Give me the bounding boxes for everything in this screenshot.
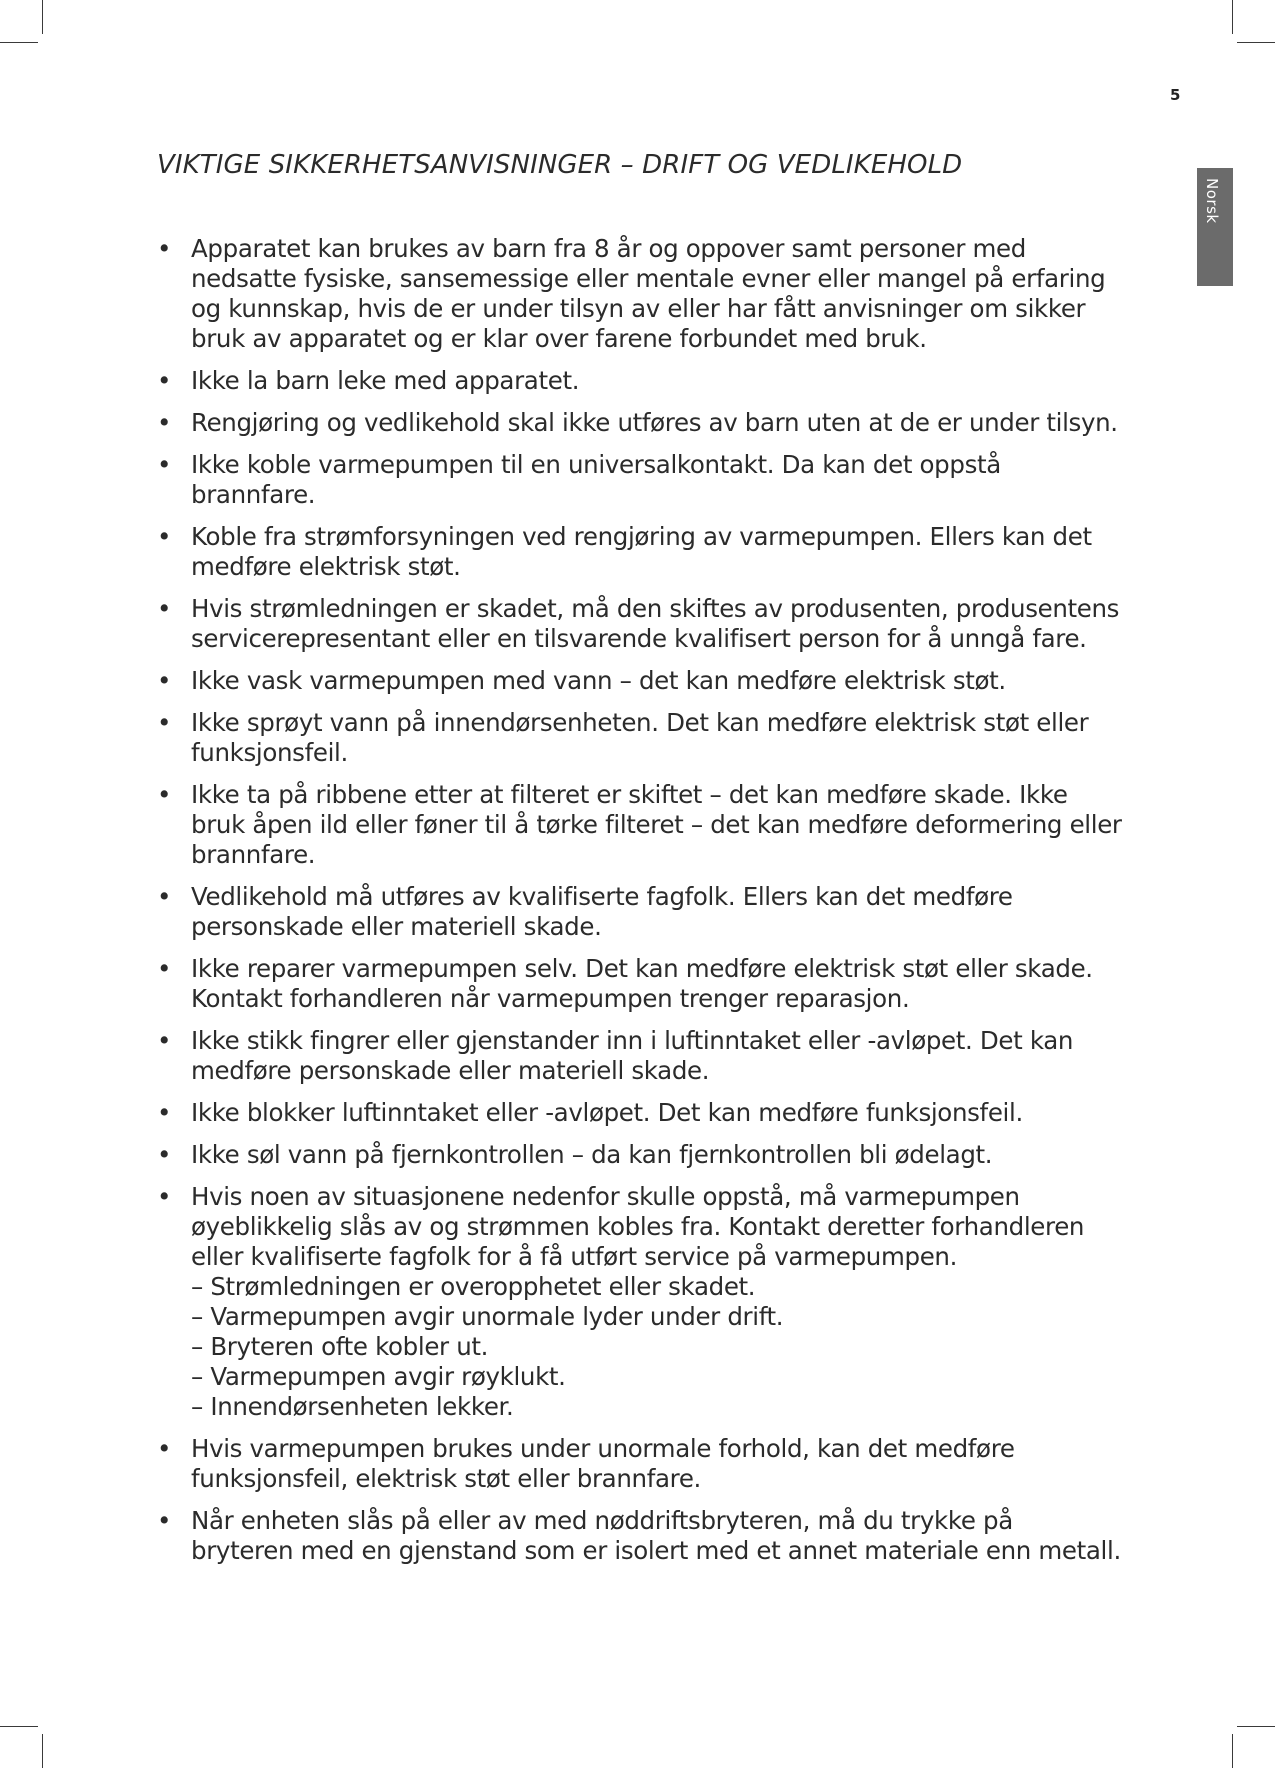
list-item: [157, 522, 1122, 582]
list-item-text: Ikke ta på ribbene etter at filteret er skiftet – det kan medføre skade. Ikke bruk åpen ild eller føner til å tørke filteret – det kan medføre deformering eller brannfare.: [191, 780, 1122, 869]
list-item: [157, 1098, 1122, 1128]
list-item-text: Når enheten slås på eller av med nøddriftsbryteren, må du trykke på bryteren med en gjenstand som er isolert med et annet materiale enn metall.: [191, 1506, 1121, 1565]
list-item: [157, 954, 1122, 1014]
bullet-icon: •: [157, 1140, 172, 1169]
list-item-text: Ikke stikk fingrer eller gjenstander inn i luftinntaket eller -avløpet. Det kan medføre personskade eller materiell skade.: [191, 1026, 1074, 1085]
language-tab: [1197, 168, 1233, 286]
bullet-icon: •: [157, 1098, 172, 1127]
list-item: [157, 1026, 1122, 1086]
page-number: 5: [1170, 86, 1181, 104]
bullet-icon: •: [157, 666, 172, 695]
bullet-icon: •: [157, 954, 172, 983]
list-item-text: Ikke søl vann på fjernkontrollen – da kan fjernkontrollen bli ødelagt.: [191, 1140, 993, 1169]
language-tab-label: Norsk: [1203, 178, 1221, 224]
bullet-icon: •: [157, 1026, 172, 1055]
bullet-icon: •: [157, 1182, 172, 1211]
list-item: [157, 594, 1122, 654]
list-item-situations: [157, 1182, 1122, 1422]
list-item-text: Ikke vask varmepumpen med vann – det kan medføre elektrisk støt.: [191, 666, 1006, 695]
section-heading: VIKTIGE SIKKERHETSANVISNINGER – DRIFT OG VEDLIKEHOLD: [157, 150, 963, 180]
bullet-icon: •: [157, 408, 172, 437]
list-item: [157, 1434, 1122, 1494]
list-item-text: Ikke koble varmepumpen til en universalkontakt. Da kan det oppstå brannfare.: [191, 450, 1001, 509]
bullet-icon: •: [157, 780, 172, 809]
list-item-text: Apparatet kan brukes av barn fra 8 år og oppover samt personer med nedsatte fysiske, sansemessige eller mentale evner eller mangel på erfaring og kunnskap, hvis de er under tilsyn av eller har fått anvisninger om sikker bruk av apparatet og er klar over farene forbundet med bruk.: [191, 234, 1106, 353]
safety-instructions-list: [157, 234, 1122, 1578]
bullet-icon: •: [157, 708, 172, 737]
bullet-icon: •: [157, 366, 172, 395]
crop-mark-bottom-right-vertical: [1232, 1734, 1233, 1768]
list-item-text: Ikke reparer varmepumpen selv. Det kan medføre elektrisk støt eller skade. Kontakt forhandleren når varmepumpen trenger reparasjon.: [191, 954, 1093, 1013]
list-item: [157, 450, 1122, 510]
list-item-text: Ikke blokker luftinntaket eller -avløpet. Det kan medføre funksjonsfeil.: [191, 1098, 1023, 1127]
bullet-icon: •: [157, 234, 172, 263]
situation-item: – Varmepumpen avgir røyklukt.: [191, 1362, 566, 1391]
list-item: [157, 1140, 1122, 1170]
bullet-icon: •: [157, 1506, 172, 1535]
list-item: [157, 666, 1122, 696]
list-item: [157, 882, 1122, 942]
list-item-text: Hvis varmepumpen brukes under unormale forhold, kan det medføre funksjonsfeil, elektrisk støt eller brannfare.: [191, 1434, 1015, 1493]
situation-item: – Strømledningen er overopphetet eller skadet.: [191, 1272, 756, 1301]
crop-mark-bottom-left-vertical: [42, 1734, 43, 1768]
list-item: [157, 1506, 1122, 1566]
crop-mark-top-right-vertical: [1232, 0, 1233, 34]
list-item: [157, 408, 1122, 438]
list-item-text: Koble fra strømforsyningen ved rengjøring av varmepumpen. Ellers kan det medføre elektrisk støt.: [191, 522, 1092, 581]
crop-mark-top-left-horizontal: [0, 42, 38, 43]
list-item-text: Ikke sprøyt vann på innendørsenheten. Det kan medføre elektrisk støt eller funksjonsfeil.: [191, 708, 1089, 767]
crop-mark-top-right-horizontal: [1237, 42, 1275, 43]
bullet-icon: •: [157, 1434, 172, 1463]
bullet-icon: •: [157, 594, 172, 623]
list-item-text: Rengjøring og vedlikehold skal ikke utføres av barn uten at de er under tilsyn.: [191, 408, 1118, 437]
crop-mark-top-left-vertical: [42, 0, 43, 34]
bullet-icon: •: [157, 882, 172, 911]
situation-item: – Innendørsenheten lekker.: [191, 1392, 514, 1421]
list-item: [157, 234, 1122, 354]
list-item-text: Vedlikehold må utføres av kvalifiserte fagfolk. Ellers kan det medføre personskade eller materiell skade.: [191, 882, 1013, 941]
situations-intro: Hvis noen av situasjonene nedenfor skulle oppstå, må varmepumpen øyeblikkelig slås av og strømmen kobles fra. Kontakt deretter forhandleren eller kvalifiserte fagfolk for å få utført service på varmepumpen.: [191, 1182, 1085, 1271]
crop-mark-bottom-right-horizontal: [1237, 1726, 1275, 1727]
crop-mark-bottom-left-horizontal: [0, 1726, 38, 1727]
list-item-text: Ikke la barn leke med apparatet.: [191, 366, 580, 395]
bullet-icon: •: [157, 522, 172, 551]
bullet-icon: •: [157, 450, 172, 479]
situation-item: – Bryteren ofte kobler ut.: [191, 1332, 489, 1361]
situation-item: – Varmepumpen avgir unormale lyder under drift.: [191, 1302, 784, 1331]
list-item: [157, 708, 1122, 768]
list-item-text: Hvis strømledningen er skadet, må den skiftes av produsenten, produsentens servicerepresentant eller en tilsvarende kvalifisert person for å unngå fare.: [191, 594, 1120, 653]
list-item: [157, 366, 1122, 396]
list-item: [157, 780, 1122, 870]
